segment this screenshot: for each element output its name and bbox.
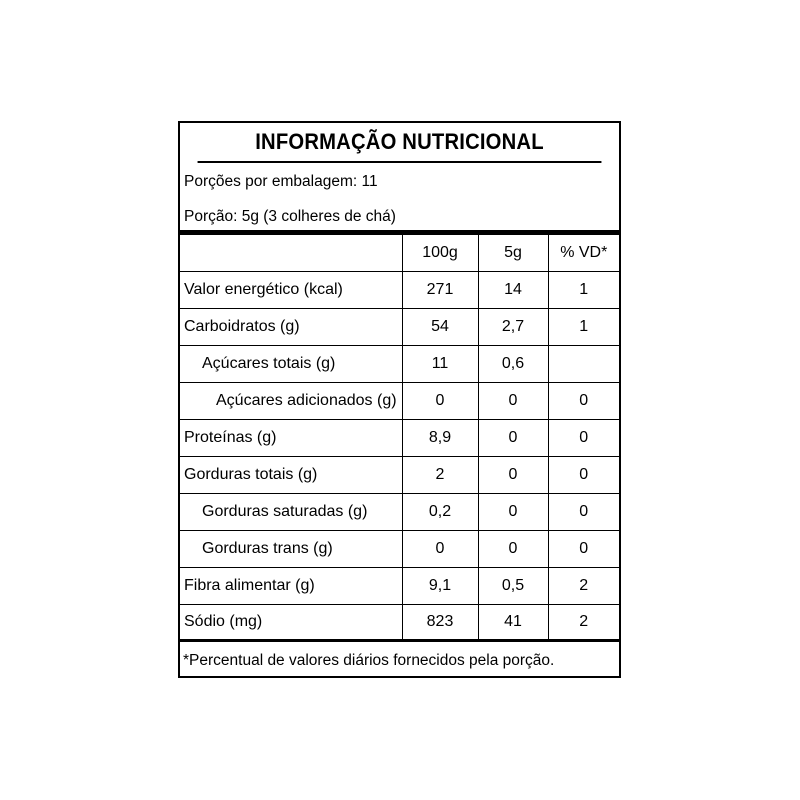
value-per-100g: 8,9: [402, 420, 478, 457]
value-per-100g: 0: [402, 383, 478, 420]
table-row: [180, 309, 619, 346]
value-per-serving: 0,6: [478, 346, 548, 383]
footnote: *Percentual de valores diários fornecidos pela porção.: [183, 652, 555, 669]
value-daily-percent: 1: [548, 272, 619, 309]
value-daily-percent: 1: [548, 309, 619, 346]
value-daily-percent: 0: [548, 420, 619, 457]
column-header-per-100g: 100g: [402, 235, 478, 272]
label-title: INFORMAÇÃO NUTRICIONAL: [198, 123, 602, 163]
table-row: [180, 531, 619, 568]
table-row: [180, 346, 619, 383]
value-per-serving: 0: [478, 531, 548, 568]
value-daily-percent: [548, 346, 619, 383]
nutrient-name: Gorduras totais (g): [180, 457, 402, 494]
value-per-100g: 271: [402, 272, 478, 309]
value-per-serving: 0: [478, 457, 548, 494]
table-row: [180, 568, 619, 605]
value-daily-percent: 0: [548, 531, 619, 568]
nutrition-facts-label: [178, 121, 621, 678]
value-per-100g: 0,2: [402, 494, 478, 531]
value-daily-percent: 0: [548, 383, 619, 420]
nutrient-name: Valor energético (kcal): [180, 272, 402, 309]
value-per-100g: 11: [402, 346, 478, 383]
value-per-serving: 14: [478, 272, 548, 309]
value-per-100g: 2: [402, 457, 478, 494]
nutrient-name: Gorduras trans (g): [180, 531, 402, 568]
value-per-serving: 0,5: [478, 568, 548, 605]
column-header-daily-value: % VD*: [548, 235, 619, 272]
serving-info: [180, 163, 619, 235]
nutrient-name: Açúcares totais (g): [180, 346, 402, 383]
column-header-nutrient: [180, 235, 402, 272]
table-row: [180, 457, 619, 494]
table-header-row: [180, 235, 619, 272]
value-per-100g: 54: [402, 309, 478, 346]
servings-per-package: Porções por embalagem: 11: [184, 173, 378, 190]
table-row: [180, 272, 619, 309]
nutrition-table: [180, 235, 619, 642]
table-row: [180, 383, 619, 420]
value-per-serving: 0: [478, 494, 548, 531]
nutrient-name: Proteínas (g): [180, 420, 402, 457]
table-row: [180, 494, 619, 531]
value-per-serving: 0: [478, 383, 548, 420]
nutrient-name: Açúcares adicionados (g): [180, 383, 402, 420]
column-header-per-serving: 5g: [478, 235, 548, 272]
value-per-serving: 0: [478, 420, 548, 457]
table-row: [180, 420, 619, 457]
value-per-serving: 2,7: [478, 309, 548, 346]
value-daily-percent: 0: [548, 457, 619, 494]
nutrient-name: Sódio (mg): [180, 605, 402, 641]
value-daily-percent: 2: [548, 568, 619, 605]
nutrient-name: Fibra alimentar (g): [180, 568, 402, 605]
serving-size: Porção: 5g (3 colheres de chá): [184, 208, 396, 225]
nutrient-name: Carboidratos (g): [180, 309, 402, 346]
value-per-100g: 823: [402, 605, 478, 641]
nutrient-name: Gorduras saturadas (g): [180, 494, 402, 531]
value-daily-percent: 2: [548, 605, 619, 641]
value-per-serving: 41: [478, 605, 548, 641]
value-per-100g: 9,1: [402, 568, 478, 605]
value-per-100g: 0: [402, 531, 478, 568]
value-daily-percent: 0: [548, 494, 619, 531]
table-row: [180, 605, 619, 641]
